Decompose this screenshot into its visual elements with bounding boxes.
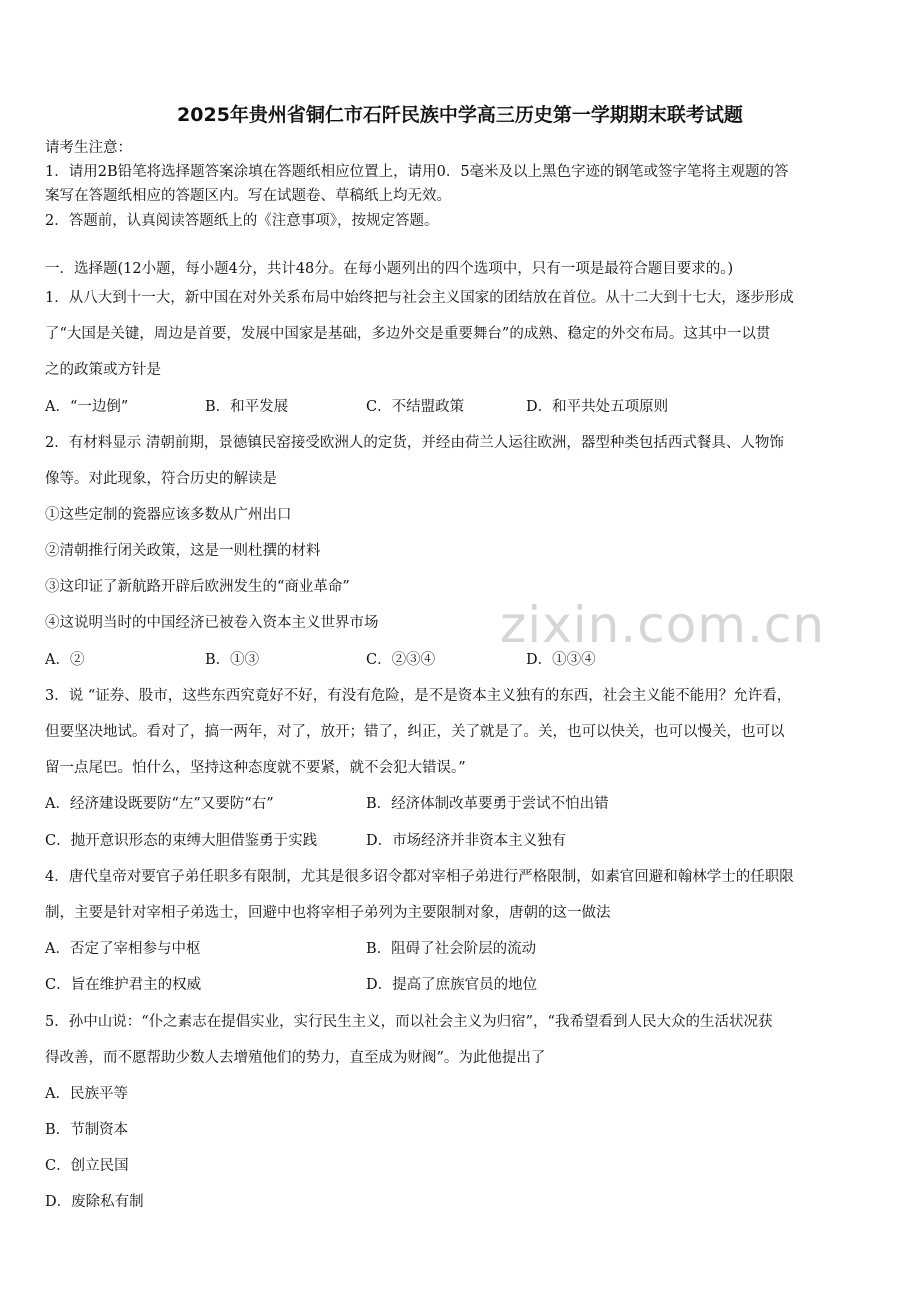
q2-option-c: C．②③④ (366, 652, 436, 668)
q4-line-2: 制，主要是针对宰相子弟选士，回避中也将宰相子弟列为主要限制对象，唐朝的这一做法 (45, 905, 611, 921)
q1-option-a: A．“一边倒” (45, 399, 129, 415)
watermark: zixin.com.cn (500, 596, 826, 654)
q3-option-a: A．经济建设既要防“左”又要防“右” (45, 796, 274, 812)
q2-statement-2: ②清朝推行闭关政策，这是一则杜撰的材料 (45, 543, 321, 559)
q2-option-d: D．①③④ (526, 652, 596, 668)
q1-option-d: D．和平共处五项原则 (526, 399, 669, 415)
q4-option-c: C．旨在维护君主的权威 (45, 977, 202, 993)
q3-line-3: 留一点尾巴。怕什么，坚持这种态度就不要紧，就不会犯大错误。” (45, 760, 466, 776)
q1-line-3: 之的政策或方针是 (45, 362, 161, 378)
q5-option-b: B．节制资本 (45, 1122, 129, 1138)
q4-option-b: B．阻碍了社会阶层的流动 (366, 941, 537, 957)
q5-line-1: 5．孙中山说：“仆之素志在提倡实业，实行民生主义，而以社会主义为归宿”，“我希望看到人民大众的生活状况获 (45, 1014, 773, 1030)
q2-line-1: 2．有材料显示 清朝前期，景德镇民窑接受欧洲人的定货，并经由荷兰人运往欧洲，器型种类包括西式餐具、人物饰 (45, 435, 784, 451)
page-title: 2025年贵州省铜仁市石阡民族中学高三历史第一学期期末联考试题 (177, 104, 743, 126)
q2-option-a: A．② (45, 652, 85, 668)
section-heading: 一．选择题(12小题，每小题4分，共计48分。在每小题列出的四个选项中，只有一项是最符合题目要求的。) (45, 261, 734, 277)
q1-option-c: C．不结盟政策 (366, 399, 465, 415)
q5-line-2: 得改善，而不愿帮助少数人去增殖他们的势力，直至成为财阀”。为此他提出了 (45, 1050, 546, 1066)
q2-statement-1: ①这些定制的瓷器应该多数从广州出口 (45, 507, 292, 523)
q5-option-d: D．废除私有制 (45, 1194, 144, 1210)
q3-option-b: B．经济体制改革要勇于尝试不怕出错 (366, 796, 609, 812)
q4-line-1: 4．唐代皇帝对要官子弟任职多有限制，尤其是很多诏令都对宰相子弟进行严格限制，如素官回避和翰林学士的任职限 (45, 869, 794, 885)
q1-line-1: 1．从八大到十一大，新中国在对外关系布局中始终把与社会主义国家的团结放在首位。从十二大到十七大，逐步形成 (45, 290, 794, 306)
q5-option-a: A．民族平等 (45, 1086, 128, 1102)
notice-item-2: 2．答题前，认真阅读答题纸上的《注意事项》，按规定答题。 (45, 213, 439, 229)
q4-option-d: D．提高了庶族官员的地位 (366, 977, 538, 993)
q2-statement-4: ④这说明当时的中国经济已被卷入资本主义世界市场 (45, 615, 379, 631)
notice-item-1-line-1: 1．请用2B铅笔将选择题答案涂填在答题纸相应位置上，请用0．5毫米及以上黑色字迹的钢笔或签字笔将主观题的答 (45, 164, 789, 180)
q2-line-2: 像等。对此现象，符合历史的解读是 (45, 471, 277, 487)
q3-option-c: C．抛开意识形态的束缚大胆借鉴勇于实践 (45, 833, 318, 849)
q2-statement-3: ③这印证了新航路开辟后欧洲发生的“商业革命” (45, 579, 350, 595)
q1-line-2: 了“大国是关键，周边是首要，发展中国家是基础，多边外交是重要舞台”的成熟、稳定的外交布局。这其中一以贯 (45, 326, 771, 342)
q3-line-2: 但要坚决地试。看对了，搞一两年，对了，放开；错了，纠正，关了就是了。关，也可以快关，也可以慢关，也可以 (45, 724, 785, 740)
q5-option-c: C．创立民国 (45, 1158, 129, 1174)
q1-option-b: B．和平发展 (205, 399, 289, 415)
notice-item-1-line-2: 案写在答题纸相应的答题区内。写在试题卷、草稿纸上均无效。 (45, 188, 451, 204)
q3-option-d: D．市场经济并非资本主义独有 (366, 833, 567, 849)
q4-option-a: A．否定了宰相参与中枢 (45, 941, 201, 957)
q3-line-1: 3．说 “证券、股市，这些东西究竟好不好，有没有危险，是不是资本主义独有的东西，社会主义能不能用？允许看， (45, 688, 792, 704)
notice-heading: 请考生注意： (45, 140, 132, 156)
q2-option-b: B．①③ (205, 652, 260, 668)
